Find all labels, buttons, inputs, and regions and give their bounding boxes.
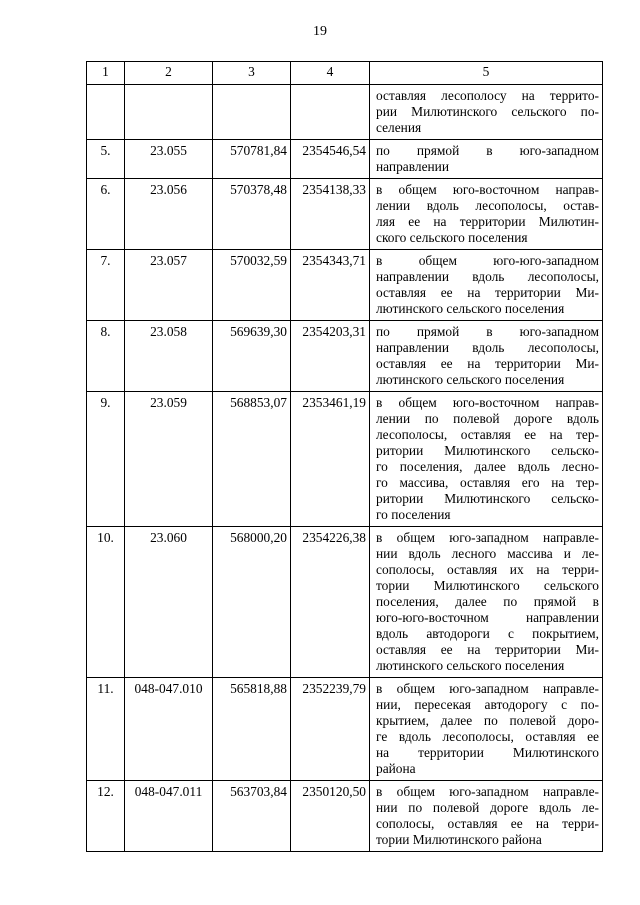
table-row [87, 527, 603, 678]
header-col-1: 1 [87, 62, 125, 85]
description-cell [370, 250, 603, 321]
page-number: 19 [313, 24, 327, 39]
description-line: ского сельского поселения [376, 230, 528, 245]
description-line: лении по полевой дороге вдоль [376, 411, 599, 426]
header-col-2: 2 [125, 62, 213, 85]
description-line: ритории Милютинского сельско- [376, 443, 599, 458]
table-row [87, 140, 603, 179]
y-coordinate-cell: 2353461,19 [291, 392, 370, 527]
description-line: тории Милютинского сельского [376, 578, 599, 593]
description-line: в общем юго-западном направле- [376, 784, 599, 799]
description-line: оставляя ее на территории Ми- [376, 285, 599, 300]
table-row [87, 179, 603, 250]
table-row [87, 678, 603, 781]
point-code-cell: 23.056 [125, 179, 213, 250]
description-line: селения [376, 120, 422, 135]
description-line: оставляя ее на территории Ми- [376, 642, 599, 657]
point-number-cell: 8. [87, 321, 125, 392]
description-line: лютинского сельского поселения [376, 301, 565, 316]
description-line: го массива, оставляя его на тер- [376, 475, 599, 490]
header-col-5: 5 [370, 62, 603, 85]
table-row [87, 250, 603, 321]
description-line: лении вдоль лесополосы, остав- [376, 198, 599, 213]
point-code-cell: 23.057 [125, 250, 213, 321]
description-line: нии, пересекая автодорогу с по- [376, 697, 599, 712]
description-line: по прямой в юго-западном [376, 143, 599, 158]
point-number-cell: 10. [87, 527, 125, 678]
y-coordinate-cell: 2354546,54 [291, 140, 370, 179]
point-number-cell: 11. [87, 678, 125, 781]
point-number-cell: 7. [87, 250, 125, 321]
description-line: нии вдоль лесного массива и ле- [376, 546, 599, 561]
continuation-x-cell [213, 85, 291, 140]
description-line: ляя ее на территории Милютин- [376, 214, 599, 229]
description-line: района [376, 761, 416, 776]
y-coordinate-cell: 2354343,71 [291, 250, 370, 321]
description-cell [370, 392, 603, 527]
description-line: лютинского сельского поселения [376, 658, 565, 673]
description-line: сополосы, оставляя их на терри- [376, 562, 599, 577]
description-line: крытием, далее по полевой доро- [376, 713, 599, 728]
description-cell [370, 140, 603, 179]
description-line: на территории Милютинского [376, 745, 599, 760]
description-line: лесополосы, оставляя ее на тер- [376, 427, 599, 442]
continuation-description-cell [370, 85, 603, 140]
y-coordinate-cell: 2352239,79 [291, 678, 370, 781]
description-cell [370, 781, 603, 852]
description-line: ге вдоль лесополосы, оставляя ее [376, 729, 599, 744]
description-line: го поселения, далее вдоль лесно- [376, 459, 599, 474]
description-cell [370, 678, 603, 781]
continuation-code-cell [125, 85, 213, 140]
description-cell [370, 321, 603, 392]
boundary-description-table [86, 61, 603, 852]
x-coordinate-cell: 563703,84 [213, 781, 291, 852]
description-line: в общем юго-юго-западном [376, 253, 599, 268]
description-line: оставляя ее на территории Ми- [376, 356, 599, 371]
x-coordinate-cell: 570378,48 [213, 179, 291, 250]
continuation-row [87, 85, 603, 140]
description-line: лютинского сельского поселения [376, 372, 565, 387]
x-coordinate-cell: 570032,59 [213, 250, 291, 321]
point-number-cell: 6. [87, 179, 125, 250]
description-cell [370, 527, 603, 678]
description-line: направлении [376, 159, 450, 174]
point-code-cell: 23.060 [125, 527, 213, 678]
x-coordinate-cell: 568000,20 [213, 527, 291, 678]
point-code-cell: 048-047.011 [125, 781, 213, 852]
description-line: сополосы, оставляя ее на терри- [376, 816, 599, 831]
y-coordinate-cell: 2354138,33 [291, 179, 370, 250]
point-code-cell: 23.059 [125, 392, 213, 527]
description-cell [370, 179, 603, 250]
point-code-cell: 048-047.010 [125, 678, 213, 781]
x-coordinate-cell: 565818,88 [213, 678, 291, 781]
header-col-3: 3 [213, 62, 291, 85]
description-line: нии по полевой дороге вдоль ле- [376, 800, 599, 815]
description-line: в общем юго-западном направле- [376, 681, 599, 696]
description-line: направлении вдоль лесополосы, [376, 269, 599, 284]
description-line: рии Милютинского сельского по- [376, 104, 599, 119]
y-coordinate-cell: 2354226,38 [291, 527, 370, 678]
x-coordinate-cell: 568853,07 [213, 392, 291, 527]
description-line: направлении вдоль лесополосы, [376, 340, 599, 355]
description-line: по прямой в юго-западном [376, 324, 599, 339]
continuation-num-cell [87, 85, 125, 140]
description-line: юго-юго-восточном направлении [376, 610, 599, 625]
description-line: оставляя лесополосу на террито- [376, 88, 599, 103]
point-number-cell: 9. [87, 392, 125, 527]
description-line: поселения, далее по прямой в [376, 594, 599, 609]
description-line: ритории Милютинского сельско- [376, 491, 599, 506]
y-coordinate-cell: 2354203,31 [291, 321, 370, 392]
point-code-cell: 23.055 [125, 140, 213, 179]
table-row [87, 392, 603, 527]
table-row [87, 321, 603, 392]
x-coordinate-cell: 570781,84 [213, 140, 291, 179]
description-line: тории Милютинского района [376, 832, 542, 847]
table-row [87, 781, 603, 852]
point-number-cell: 5. [87, 140, 125, 179]
point-number-cell: 12. [87, 781, 125, 852]
description-line: в общем юго-восточном направ- [376, 395, 599, 410]
description-line: вдоль автодороги с покрытием, [376, 626, 599, 641]
description-line: го поселения [376, 507, 451, 522]
description-line: в общем юго-восточном направ- [376, 182, 599, 197]
continuation-y-cell [291, 85, 370, 140]
x-coordinate-cell: 569639,30 [213, 321, 291, 392]
description-line: в общем юго-западном направле- [376, 530, 599, 545]
table-header-row [87, 62, 603, 85]
y-coordinate-cell: 2350120,50 [291, 781, 370, 852]
point-code-cell: 23.058 [125, 321, 213, 392]
header-col-4: 4 [291, 62, 370, 85]
